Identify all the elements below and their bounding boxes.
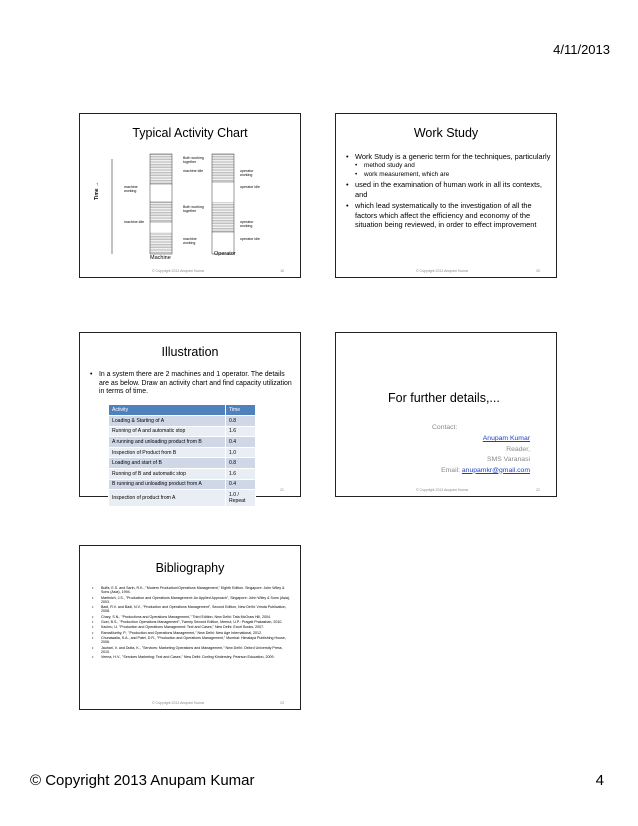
slide-bibliography bbox=[79, 545, 301, 710]
list-item: • Goel, B.S., "Production Operations Management", Twenty Second Edition, Meerut, U.P.: Pragati Prakashan, 2010. bbox=[92, 620, 292, 624]
table-row bbox=[109, 416, 256, 427]
label-both-working: Both working together bbox=[183, 156, 204, 164]
bullet-item: • In a system there are 2 machines and 1 operator. The details are as below. Draw an activity chart and find capacity utilization in terms of time. bbox=[90, 371, 295, 397]
email-label: Email: bbox=[441, 466, 460, 474]
footer-copyright: © Copyright 2013 Anupam Kumar bbox=[30, 772, 255, 789]
label-machine-working: machine working bbox=[124, 185, 138, 193]
table-row bbox=[109, 479, 256, 490]
slide-number: 16 bbox=[280, 269, 284, 273]
sub-bullet-item: • method study and bbox=[355, 162, 551, 171]
machine-segment-working bbox=[150, 154, 172, 184]
slide-work-study bbox=[335, 113, 557, 278]
table-cell: Inspection of Product from B bbox=[109, 447, 226, 458]
list-item: • Kachru, U. "Production and Operations Management: Text and Cases," New Delhi: Excel Books, 2007. bbox=[92, 625, 292, 629]
table-cell: 1.0 bbox=[226, 447, 256, 458]
list-item: • Jauhari, V. and Dutta, K., "Services: Marketing Operations and Management," New Delhi: Oxford University Press, 2010. bbox=[92, 646, 292, 655]
axis-time-label: Time → bbox=[94, 182, 100, 200]
slide-footer: © Copyright 2013 Anupam Kumar bbox=[416, 269, 469, 273]
list-item: • Chunawalla, S.A., and Patel, D.R., "Production and Operations Management," Mumbai: Himalaya Publishing House, 2006. bbox=[92, 636, 292, 645]
table-cell: 1.6 bbox=[226, 426, 256, 437]
activity-chart-diagram bbox=[80, 114, 302, 279]
page-number: 4 bbox=[595, 772, 604, 789]
table-row bbox=[109, 447, 256, 458]
list-item: • Buffa, E.S. and Sarin, R.K., "Modern Production/Operations Management," Eighth Edition. Singapore: John Wiley & Sons (Asia), 1994. bbox=[92, 586, 292, 595]
list-item: • RamaMurthy, P., "Production and Operations Management," New Delhi: New Age International, 2012. bbox=[92, 631, 292, 635]
table-header-row bbox=[109, 405, 256, 416]
illustration-bullets bbox=[90, 371, 295, 397]
table-cell: Loading & Starting of A bbox=[109, 416, 226, 427]
label-operator-idle: operator idle bbox=[240, 185, 260, 189]
slide-footer: © Copyright 2013 Anupam Kumar bbox=[416, 488, 469, 492]
column-header: Time bbox=[226, 405, 256, 416]
slide-footer: © Copyright 2013 Anupam Kumar bbox=[152, 269, 205, 273]
label-machine-idle: machine idle bbox=[124, 220, 145, 224]
table-row bbox=[109, 458, 256, 469]
table-cell: 0.4 bbox=[226, 479, 256, 490]
work-study-bullets bbox=[346, 152, 551, 229]
label-machine-idle: machine idle bbox=[183, 169, 204, 173]
table-cell: 1.0 / Repeat bbox=[226, 490, 256, 507]
contact-institution: SMS Varanasi bbox=[487, 456, 530, 463]
slide-number: 22 bbox=[536, 488, 540, 492]
table-row bbox=[109, 468, 256, 479]
column-header: Activity bbox=[109, 405, 226, 416]
machine-segment-working bbox=[150, 202, 172, 222]
slide-illustration bbox=[79, 332, 301, 504]
operator-segment-working bbox=[212, 202, 234, 232]
table-cell: Inspection of product from A bbox=[109, 490, 226, 507]
contact-role: Reader, bbox=[506, 445, 530, 453]
list-item: • Badi, R.V. and Badi, N.V., "Production and Operations Management", Second Edition, New Delhi: Vrinda Publication, 2008. bbox=[92, 605, 292, 614]
sub-bullet-item: • work measurement, which are bbox=[355, 171, 551, 180]
label-machine-working: machine working bbox=[183, 237, 197, 245]
list-item: • Martinich, J.S., "Production and Operations Management: An Applied Approach", Singapore: John Wiley & Sons (Asia), 2003. bbox=[92, 596, 292, 605]
label-operator-idle: operator idle bbox=[240, 237, 260, 241]
table-cell: 0.4 bbox=[226, 437, 256, 448]
contact-email-row bbox=[441, 466, 530, 477]
list-item: • Chary, S.N., "Productions and Operations Management," Third Edition, New Delhi: Tata McGraw Hill, 2004. bbox=[92, 615, 292, 619]
label-both-working: Both working together bbox=[183, 205, 204, 213]
table-cell: Running of B and automatic stop bbox=[109, 468, 226, 479]
label-operator: Operator bbox=[214, 251, 236, 257]
table-cell: 0.8 bbox=[226, 416, 256, 427]
table-cell: Loading and start of B bbox=[109, 458, 226, 469]
table-row bbox=[109, 437, 256, 448]
table-row bbox=[109, 490, 256, 507]
contact-name-link[interactable]: Anupam Kumar bbox=[482, 435, 530, 442]
slide-number: 21 bbox=[280, 488, 284, 492]
table-cell: B running and unloading product from A bbox=[109, 479, 226, 490]
email-link[interactable]: anupamkr@gmail.com bbox=[461, 466, 530, 474]
slide-activity-chart bbox=[79, 113, 301, 278]
bullet-item: • Work Study is a generic term for the techniques, particularly • method study and • work measurement, which are bbox=[346, 152, 551, 179]
table-row bbox=[109, 426, 256, 437]
slide-title: Work Study bbox=[413, 126, 479, 140]
slide-further-details bbox=[335, 332, 557, 497]
slide-number: 23 bbox=[280, 701, 284, 705]
list-item: • Verma, H.V., "Services Marketing: Text and Cases," New Delhi: Dorling Kindersley, Pearson Education, 2009. bbox=[92, 655, 292, 659]
slide-number: 20 bbox=[536, 269, 540, 273]
contact-label: Contact: bbox=[432, 424, 458, 431]
table-cell: Running of A and automatic stop bbox=[109, 426, 226, 437]
activity-table bbox=[108, 404, 256, 507]
table-cell: 1.6 bbox=[226, 468, 256, 479]
contact-block bbox=[441, 434, 530, 476]
operator-segment-working bbox=[212, 154, 234, 182]
slide-footer: © Copyright 2013 Anupam Kumar bbox=[152, 701, 205, 705]
slide-title: For further details,... bbox=[388, 391, 500, 405]
slide-title: Typical Activity Chart bbox=[132, 126, 248, 140]
label-operator-working: operator working bbox=[240, 220, 254, 228]
bibliography-list bbox=[92, 586, 292, 660]
page-date: 4/11/2013 bbox=[553, 42, 610, 57]
label-operator-working: operator working bbox=[240, 169, 254, 177]
table-cell: 0.8 bbox=[226, 458, 256, 469]
machine-segment-working bbox=[150, 232, 172, 254]
bullet-item: • used in the examination of human work in all its contexts, and bbox=[346, 180, 551, 199]
slide-title: Bibliography bbox=[155, 561, 225, 575]
slide-title: Illustration bbox=[161, 345, 219, 359]
bullet-item: • which lead systematically to the investigation of all the factors which affect the efficiency and economy of the situation being reviewed, in order to effect improvement bbox=[346, 201, 551, 229]
table-cell: A running and unloading product from B bbox=[109, 437, 226, 448]
label-machine: Machine bbox=[150, 255, 171, 261]
